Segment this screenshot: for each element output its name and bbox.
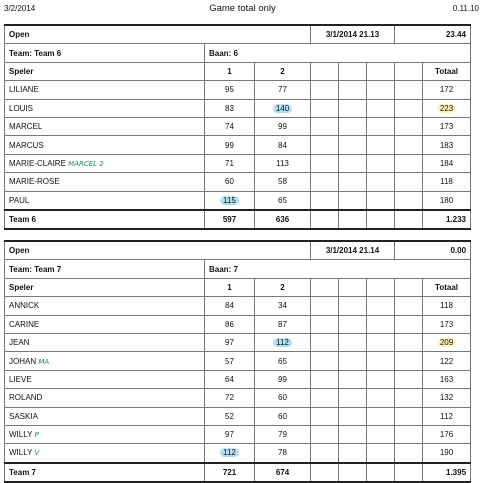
col-total: Totaal [423, 278, 471, 296]
empty-cell [339, 315, 367, 333]
empty-cell [367, 444, 395, 463]
empty-cell [311, 81, 339, 99]
table-row [5, 444, 471, 463]
game-1-score [205, 191, 255, 210]
player-total [423, 99, 471, 117]
team-row [5, 44, 471, 62]
score-value: 34 [278, 301, 287, 311]
empty-cell [339, 407, 367, 425]
team-name: Team 6 [34, 48, 62, 58]
report-time: 0.11.10 [452, 4, 479, 13]
lane-number: 6 [233, 48, 238, 58]
empty-cell [395, 191, 423, 210]
event-row [5, 25, 471, 44]
empty-cell [395, 463, 423, 482]
team-score-table [4, 240, 471, 483]
empty-cell [311, 444, 339, 463]
player-cell [5, 117, 205, 135]
empty-cell [395, 210, 423, 229]
score-value: 74 [225, 122, 234, 132]
empty-cell [367, 210, 395, 229]
empty-cell [395, 297, 423, 315]
event-value: 23.44 [395, 25, 471, 44]
player-cell [5, 191, 205, 210]
lane-label [205, 260, 471, 278]
empty-cell [367, 191, 395, 210]
total-value: 118 [440, 177, 453, 187]
team-total-sum: 1.395 [423, 463, 471, 482]
player-cell [5, 407, 205, 425]
player-total [423, 389, 471, 407]
empty-cell [339, 191, 367, 210]
total-value: 173 [439, 122, 454, 132]
lane-label [205, 44, 471, 62]
col-empty [339, 278, 367, 296]
total-value: 209 [437, 338, 456, 347]
score-value: 78 [278, 448, 287, 458]
team-name: Team 7 [34, 264, 62, 274]
game-2-score [255, 297, 311, 315]
player-name: JEAN [9, 338, 30, 348]
game-2-score [255, 99, 311, 117]
score-value: 84 [225, 301, 234, 311]
player-name: ANNICK [9, 301, 40, 311]
table-row [5, 136, 471, 154]
empty-cell [311, 297, 339, 315]
score-value: 64 [225, 374, 234, 384]
empty-cell [367, 99, 395, 117]
player-name: LIEVE [9, 374, 32, 384]
empty-cell [367, 154, 395, 172]
team-total-game-1: 721 [205, 463, 255, 482]
empty-cell [339, 370, 367, 388]
game-2-score [255, 370, 311, 388]
game-2-score [255, 117, 311, 135]
event-datetime: 3/1/2014 21.13 [311, 25, 395, 44]
empty-cell [311, 389, 339, 407]
game-2-score [255, 191, 311, 210]
game-1-score [205, 173, 255, 191]
empty-cell [311, 370, 339, 388]
score-value: 112 [220, 448, 239, 457]
event-label: Open [5, 241, 311, 260]
team-total-game-2: 674 [255, 463, 311, 482]
empty-cell [339, 210, 367, 229]
team-row [5, 260, 471, 278]
game-1-score [205, 370, 255, 388]
score-value: 57 [225, 356, 234, 366]
player-total [423, 315, 471, 333]
empty-cell [395, 117, 423, 135]
table-row [5, 297, 471, 315]
score-value: 77 [278, 85, 287, 95]
event-datetime: 3/1/2014 21.14 [311, 241, 395, 260]
game-2-score [255, 173, 311, 191]
team-total-label: Team 7 [5, 463, 205, 482]
table-row [5, 407, 471, 425]
game-1-score [205, 99, 255, 117]
event-value: 0.00 [395, 241, 471, 260]
game-2-score [255, 154, 311, 172]
player-name: MARIE-CLAIRE [9, 158, 66, 168]
empty-cell [395, 81, 423, 99]
score-value: 86 [225, 319, 234, 329]
table-row [5, 99, 471, 117]
score-value: 115 [220, 196, 239, 205]
score-value: 65 [278, 195, 287, 205]
empty-cell [367, 352, 395, 370]
score-value: 97 [225, 338, 234, 348]
report-date: 3/2/2014 [4, 4, 36, 13]
player-name: MARIE-ROSE [9, 177, 60, 187]
empty-cell [311, 315, 339, 333]
handwritten-note: V [34, 449, 40, 458]
event-label: Open [5, 25, 311, 44]
table-row [5, 352, 471, 370]
score-value: 87 [278, 319, 287, 329]
score-value: 60 [278, 411, 287, 421]
empty-cell [395, 407, 423, 425]
column-header-row [5, 62, 471, 80]
empty-cell [395, 425, 423, 443]
score-value: 140 [273, 104, 292, 113]
empty-cell [311, 352, 339, 370]
table-row [5, 173, 471, 191]
handwritten-note: MA [38, 357, 50, 366]
table-row [5, 333, 471, 351]
player-total [423, 154, 471, 172]
col-empty [339, 62, 367, 80]
player-name: LOUIS [9, 103, 34, 113]
game-2-score [255, 81, 311, 99]
score-value: 95 [225, 85, 234, 95]
player-cell [5, 370, 205, 388]
col-game-1: 1 [205, 278, 255, 296]
empty-cell [339, 297, 367, 315]
col-player: Speler [5, 62, 205, 80]
lane-caption: Baan: [209, 48, 232, 58]
player-name: LILIANE [9, 85, 39, 95]
score-value: 60 [278, 393, 287, 403]
game-1-score [205, 315, 255, 333]
total-value: 163 [439, 374, 454, 384]
game-2-score [255, 315, 311, 333]
total-value: 122 [439, 356, 454, 366]
empty-cell [339, 154, 367, 172]
team-total-game-2: 636 [255, 210, 311, 229]
col-game-1: 1 [205, 62, 255, 80]
team-label [5, 44, 205, 62]
player-total [423, 425, 471, 443]
score-value: 71 [225, 158, 234, 168]
game-2-score [255, 407, 311, 425]
player-cell [5, 81, 205, 99]
player-cell [5, 154, 205, 172]
event-row [5, 241, 471, 260]
col-player: Speler [5, 278, 205, 296]
empty-cell [311, 425, 339, 443]
team-total-game-1: 597 [205, 210, 255, 229]
player-cell [5, 389, 205, 407]
player-name: WILLY [9, 448, 33, 458]
game-2-score [255, 389, 311, 407]
empty-cell [395, 99, 423, 117]
score-value: 99 [225, 140, 234, 150]
team-label [5, 260, 205, 278]
game-1-score [205, 333, 255, 351]
player-cell [5, 297, 205, 315]
player-total [423, 370, 471, 388]
player-cell [5, 99, 205, 117]
game-1-score [205, 389, 255, 407]
empty-cell [367, 389, 395, 407]
table-row [5, 154, 471, 172]
total-value: 173 [439, 319, 454, 329]
empty-cell [339, 389, 367, 407]
table-row [5, 81, 471, 99]
game-1-score [205, 425, 255, 443]
col-empty [367, 62, 395, 80]
player-total [423, 297, 471, 315]
empty-cell [367, 407, 395, 425]
player-cell [5, 333, 205, 351]
player-total [423, 117, 471, 135]
player-name: PAUL [9, 195, 30, 205]
empty-cell [367, 463, 395, 482]
lane-number: 7 [233, 264, 238, 274]
player-name: MARCEL [9, 122, 43, 132]
player-total [423, 136, 471, 154]
col-game-2: 2 [255, 278, 311, 296]
table-row [5, 191, 471, 210]
player-name: JOHAN [9, 356, 37, 366]
game-1-score [205, 154, 255, 172]
empty-cell [395, 444, 423, 463]
col-total: Totaal [423, 62, 471, 80]
col-game-2: 2 [255, 62, 311, 80]
lane-caption: Baan: [209, 264, 232, 274]
empty-cell [339, 117, 367, 135]
report-title: Game total only [209, 3, 276, 14]
player-cell [5, 425, 205, 443]
empty-cell [311, 407, 339, 425]
player-total [423, 81, 471, 99]
empty-cell [311, 99, 339, 117]
table-row [5, 389, 471, 407]
col-empty [395, 62, 423, 80]
total-value: 112 [440, 411, 453, 421]
player-cell [5, 173, 205, 191]
empty-cell [311, 191, 339, 210]
player-total [423, 333, 471, 351]
total-value: 172 [439, 85, 454, 95]
col-empty [367, 278, 395, 296]
player-name: CARINE [9, 319, 40, 329]
empty-cell [339, 463, 367, 482]
empty-cell [395, 333, 423, 351]
game-2-score [255, 352, 311, 370]
empty-cell [395, 154, 423, 172]
empty-cell [367, 297, 395, 315]
empty-cell [339, 425, 367, 443]
table-row [5, 370, 471, 388]
player-total [423, 407, 471, 425]
team-caption: Team: [9, 264, 32, 274]
score-value: 79 [278, 430, 287, 440]
empty-cell [395, 352, 423, 370]
score-value: 99 [278, 374, 287, 384]
game-1-score [205, 117, 255, 135]
team-total-label: Team 6 [5, 210, 205, 229]
player-name: SASKIA [9, 411, 38, 421]
game-1-score [205, 297, 255, 315]
empty-cell [339, 352, 367, 370]
empty-cell [339, 173, 367, 191]
player-cell [5, 136, 205, 154]
score-value: 84 [278, 140, 287, 150]
table-row [5, 425, 471, 443]
total-value: 184 [439, 158, 454, 168]
score-value: 60 [225, 177, 234, 187]
score-value: 113 [276, 158, 289, 168]
player-cell [5, 352, 205, 370]
score-value: 52 [225, 411, 234, 421]
game-2-score [255, 136, 311, 154]
team-total-row [5, 210, 471, 229]
empty-cell [339, 99, 367, 117]
empty-cell [395, 136, 423, 154]
total-value: 190 [439, 448, 454, 458]
player-total [423, 444, 471, 463]
empty-cell [395, 173, 423, 191]
empty-cell [311, 333, 339, 351]
score-value: 99 [278, 122, 287, 132]
empty-cell [367, 81, 395, 99]
empty-cell [311, 154, 339, 172]
player-name: ROLAND [9, 393, 43, 403]
empty-cell [367, 136, 395, 154]
empty-cell [311, 210, 339, 229]
empty-cell [367, 117, 395, 135]
handwritten-note: MARCEL 2 [68, 159, 104, 168]
empty-cell [367, 315, 395, 333]
player-cell [5, 315, 205, 333]
total-value: 118 [440, 301, 453, 311]
empty-cell [339, 444, 367, 463]
player-total [423, 191, 471, 210]
team-score-table [4, 24, 471, 230]
empty-cell [311, 173, 339, 191]
col-empty [311, 62, 339, 80]
total-value: 176 [439, 430, 454, 440]
empty-cell [395, 370, 423, 388]
team-total-row [5, 463, 471, 482]
empty-cell [395, 389, 423, 407]
score-value: 112 [273, 338, 292, 347]
total-value: 183 [439, 140, 454, 150]
table-row [5, 315, 471, 333]
empty-cell [339, 136, 367, 154]
game-1-score [205, 352, 255, 370]
player-total [423, 173, 471, 191]
empty-cell [339, 333, 367, 351]
empty-cell [367, 370, 395, 388]
empty-cell [339, 81, 367, 99]
col-empty [311, 278, 339, 296]
empty-cell [367, 173, 395, 191]
player-name: MARCUS [9, 140, 44, 150]
score-value: 65 [278, 356, 287, 366]
total-value: 132 [439, 393, 454, 403]
score-value: 58 [278, 177, 287, 187]
empty-cell [367, 333, 395, 351]
player-total [423, 352, 471, 370]
game-2-score [255, 333, 311, 351]
report-header [0, 0, 485, 18]
team-total-sum: 1.233 [423, 210, 471, 229]
team-caption: Team: [9, 48, 32, 58]
handwritten-note: P [34, 431, 39, 440]
game-1-score [205, 136, 255, 154]
player-cell [5, 444, 205, 463]
col-empty [395, 278, 423, 296]
column-header-row [5, 278, 471, 296]
score-value: 83 [225, 103, 234, 113]
total-value: 223 [437, 104, 456, 113]
total-value: 180 [439, 195, 454, 205]
empty-cell [311, 136, 339, 154]
table-row [5, 117, 471, 135]
game-2-score [255, 444, 311, 463]
game-1-score [205, 81, 255, 99]
empty-cell [395, 315, 423, 333]
empty-cell [367, 425, 395, 443]
empty-cell [311, 117, 339, 135]
player-name: WILLY [9, 430, 33, 440]
empty-cell [311, 463, 339, 482]
game-1-score [205, 407, 255, 425]
score-value: 97 [225, 430, 234, 440]
score-value: 72 [225, 393, 234, 403]
game-2-score [255, 425, 311, 443]
game-1-score [205, 444, 255, 463]
